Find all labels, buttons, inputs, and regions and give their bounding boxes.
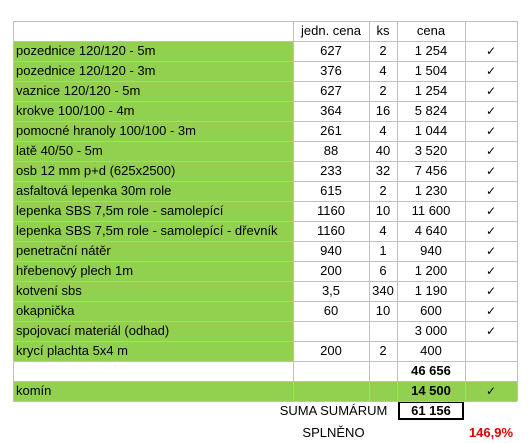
item-price[interactable]: 261 xyxy=(320,123,342,138)
table-row xyxy=(0,261,528,281)
item-ks[interactable]: 2 xyxy=(379,43,387,58)
item-price[interactable]: 60 xyxy=(323,303,339,318)
item-cena[interactable]: 3 520 xyxy=(414,143,448,158)
item-name[interactable]: spojovací materiál (odhad) xyxy=(13,321,293,341)
grid-vline xyxy=(397,21,398,401)
table-row xyxy=(0,241,528,261)
item-name[interactable]: osb 12 mm p+d (625x2500) xyxy=(13,161,293,181)
item-ks[interactable]: 4 xyxy=(379,223,387,238)
item-name[interactable]: lepenka SBS 7,5m role - samolepící xyxy=(13,201,293,221)
header-price[interactable]: jedn. cena xyxy=(301,23,361,38)
table-row xyxy=(0,221,528,241)
item-ks[interactable]: 16 xyxy=(375,103,391,118)
item-ks[interactable]: 10 xyxy=(375,303,391,318)
item-cena[interactable]: 1 504 xyxy=(414,63,448,78)
item-ks[interactable]: 2 xyxy=(379,83,387,98)
item-cena[interactable]: 3 000 xyxy=(414,323,448,338)
grid-hline xyxy=(13,241,517,242)
item-price[interactable]: 615 xyxy=(320,183,342,198)
item-ks[interactable]: 4 xyxy=(379,63,387,78)
table-row xyxy=(0,121,528,141)
item-price[interactable]: 200 xyxy=(320,263,342,278)
grid-vline xyxy=(293,21,294,401)
header-ks[interactable]: ks xyxy=(376,23,390,38)
item-price[interactable]: 1160 xyxy=(317,203,345,218)
item-cena[interactable]: 1 044 xyxy=(414,123,448,138)
item-name[interactable]: krokve 100/100 - 4m xyxy=(13,101,293,121)
item-name[interactable]: penetrační nátěr xyxy=(13,241,293,261)
grid-hline xyxy=(13,21,517,22)
item-price[interactable]: 233 xyxy=(320,163,342,178)
item-name[interactable]: asfaltová lepenka 30m role xyxy=(13,181,293,201)
item-ks[interactable]: 4 xyxy=(379,123,387,138)
item-cena[interactable]: 1 254 xyxy=(414,43,448,58)
splneno-value[interactable]: 146,9% xyxy=(468,425,514,440)
item-name[interactable]: vaznice 120/120 - 5m xyxy=(13,81,293,101)
item-cena[interactable]: 7 456 xyxy=(414,163,448,178)
subtotal-row xyxy=(0,361,528,381)
item-name[interactable]: pozednice 120/120 - 5m xyxy=(13,41,293,61)
grid-hline xyxy=(13,41,517,42)
item-ks[interactable]: 40 xyxy=(375,143,391,158)
item-cena[interactable]: 4 640 xyxy=(414,223,448,238)
item-ks[interactable]: 32 xyxy=(375,163,391,178)
check-icon[interactable]: ✓ xyxy=(485,184,497,198)
grid-hline xyxy=(13,401,517,402)
grid-hline xyxy=(13,181,517,182)
komin-name[interactable]: komín xyxy=(13,381,293,401)
item-ks[interactable]: 340 xyxy=(372,283,394,298)
grid-hline xyxy=(13,141,517,142)
item-price[interactable]: 627 xyxy=(320,83,342,98)
item-price[interactable]: 200 xyxy=(320,343,342,358)
item-ks[interactable]: 2 xyxy=(379,183,387,198)
item-name[interactable]: krycí plachta 5x4 m xyxy=(13,341,293,361)
check-icon[interactable]: ✓ xyxy=(485,284,497,298)
grid-hline xyxy=(13,161,517,162)
item-cena[interactable]: 600 xyxy=(420,303,442,318)
grid-hline xyxy=(13,261,517,262)
item-cena[interactable]: 5 824 xyxy=(414,103,448,118)
check-icon[interactable]: ✓ xyxy=(485,244,497,258)
table-row xyxy=(0,81,528,101)
table-row xyxy=(0,201,528,221)
table-row xyxy=(0,181,528,201)
item-ks[interactable]: 1 xyxy=(379,243,387,258)
item-price[interactable]: 376 xyxy=(320,63,342,78)
table-row xyxy=(0,41,528,61)
item-price[interactable]: 940 xyxy=(320,243,342,258)
subtotal-value[interactable]: 46 656 xyxy=(411,363,451,378)
grid-hline xyxy=(13,361,517,362)
suma-label[interactable]: SUMA SUMÁRUM xyxy=(279,403,388,418)
item-ks[interactable]: 2 xyxy=(379,343,387,358)
grid-hline xyxy=(13,221,517,222)
item-cena[interactable]: 940 xyxy=(420,243,442,258)
suma-value[interactable]: 61 156 xyxy=(398,401,464,420)
table-row xyxy=(0,301,528,321)
grid-hline xyxy=(13,281,517,282)
check-icon[interactable]: ✓ xyxy=(485,164,497,178)
check-icon[interactable]: ✓ xyxy=(485,264,497,278)
komin-row xyxy=(0,381,528,401)
grid-hline xyxy=(13,101,517,102)
item-name[interactable]: lepenka SBS 7,5m role - samolepící - dřevník xyxy=(13,221,293,241)
grid-hline xyxy=(13,81,517,82)
grid-hline xyxy=(13,61,517,62)
table-row xyxy=(0,281,528,301)
check-icon[interactable]: ✓ xyxy=(485,204,497,218)
grid-vline xyxy=(465,21,466,401)
item-cena[interactable]: 1 254 xyxy=(414,83,448,98)
komin-ks-cell[interactable] xyxy=(369,381,397,401)
item-ks[interactable]: 6 xyxy=(379,263,387,278)
item-cena[interactable]: 11 600 xyxy=(411,203,451,218)
grid-hline xyxy=(13,321,517,322)
check-icon[interactable] xyxy=(465,341,517,361)
grid-vline xyxy=(517,21,518,401)
grid-vline xyxy=(13,21,14,401)
item-price[interactable]: 1160 xyxy=(317,223,345,238)
table-row xyxy=(0,141,528,161)
grid-hline xyxy=(13,121,517,122)
check-icon[interactable]: ✓ xyxy=(485,64,497,78)
grid-vline xyxy=(369,21,370,401)
grid-hline xyxy=(13,301,517,302)
splneno-label[interactable]: SPLNĚNO xyxy=(302,425,365,440)
item-ks[interactable]: 10 xyxy=(375,203,391,218)
item-price[interactable]: 627 xyxy=(320,43,342,58)
komin-cena[interactable]: 14 500 xyxy=(397,381,465,401)
item-ks[interactable] xyxy=(369,321,397,341)
item-cena[interactable]: 400 xyxy=(420,343,442,358)
grid-hline xyxy=(13,341,517,342)
item-price[interactable] xyxy=(293,321,369,341)
item-name[interactable]: okapnička xyxy=(13,301,293,321)
table-row xyxy=(0,101,528,121)
check-icon[interactable]: ✓ xyxy=(485,324,497,338)
item-cena[interactable]: 1 200 xyxy=(414,263,448,278)
check-icon[interactable]: ✓ xyxy=(485,124,497,138)
table-row xyxy=(0,61,528,81)
komin-price-cell[interactable] xyxy=(293,381,369,401)
table-row xyxy=(0,341,528,361)
item-name[interactable]: latě 40/50 - 5m xyxy=(13,141,293,161)
header-cena[interactable]: cena xyxy=(416,23,446,38)
item-name[interactable]: kotvení sbs xyxy=(13,281,293,301)
check-icon[interactable]: ✓ xyxy=(485,144,497,158)
item-name[interactable]: pomocné hranoly 100/100 - 3m xyxy=(13,121,293,141)
grid-hline xyxy=(13,381,517,382)
check-icon[interactable]: ✓ xyxy=(485,104,497,118)
check-icon[interactable]: ✓ xyxy=(485,224,497,238)
check-icon[interactable]: ✓ xyxy=(485,304,497,318)
item-cena[interactable]: 1 190 xyxy=(414,283,448,298)
item-cena[interactable]: 1 230 xyxy=(414,183,448,198)
komin-check-icon[interactable]: ✓ xyxy=(465,381,517,401)
header-row xyxy=(0,21,528,41)
check-icon[interactable]: ✓ xyxy=(485,84,497,98)
grid-hline xyxy=(13,201,517,202)
item-name[interactable]: pozednice 120/120 - 3m xyxy=(13,61,293,81)
check-icon[interactable]: ✓ xyxy=(485,44,497,58)
table-row xyxy=(0,321,528,341)
item-price[interactable]: 3,5 xyxy=(321,283,341,298)
item-price[interactable]: 364 xyxy=(320,103,342,118)
table-row xyxy=(0,161,528,181)
item-price[interactable]: 88 xyxy=(323,143,339,158)
item-name[interactable]: hřebenový plech 1m xyxy=(13,261,293,281)
